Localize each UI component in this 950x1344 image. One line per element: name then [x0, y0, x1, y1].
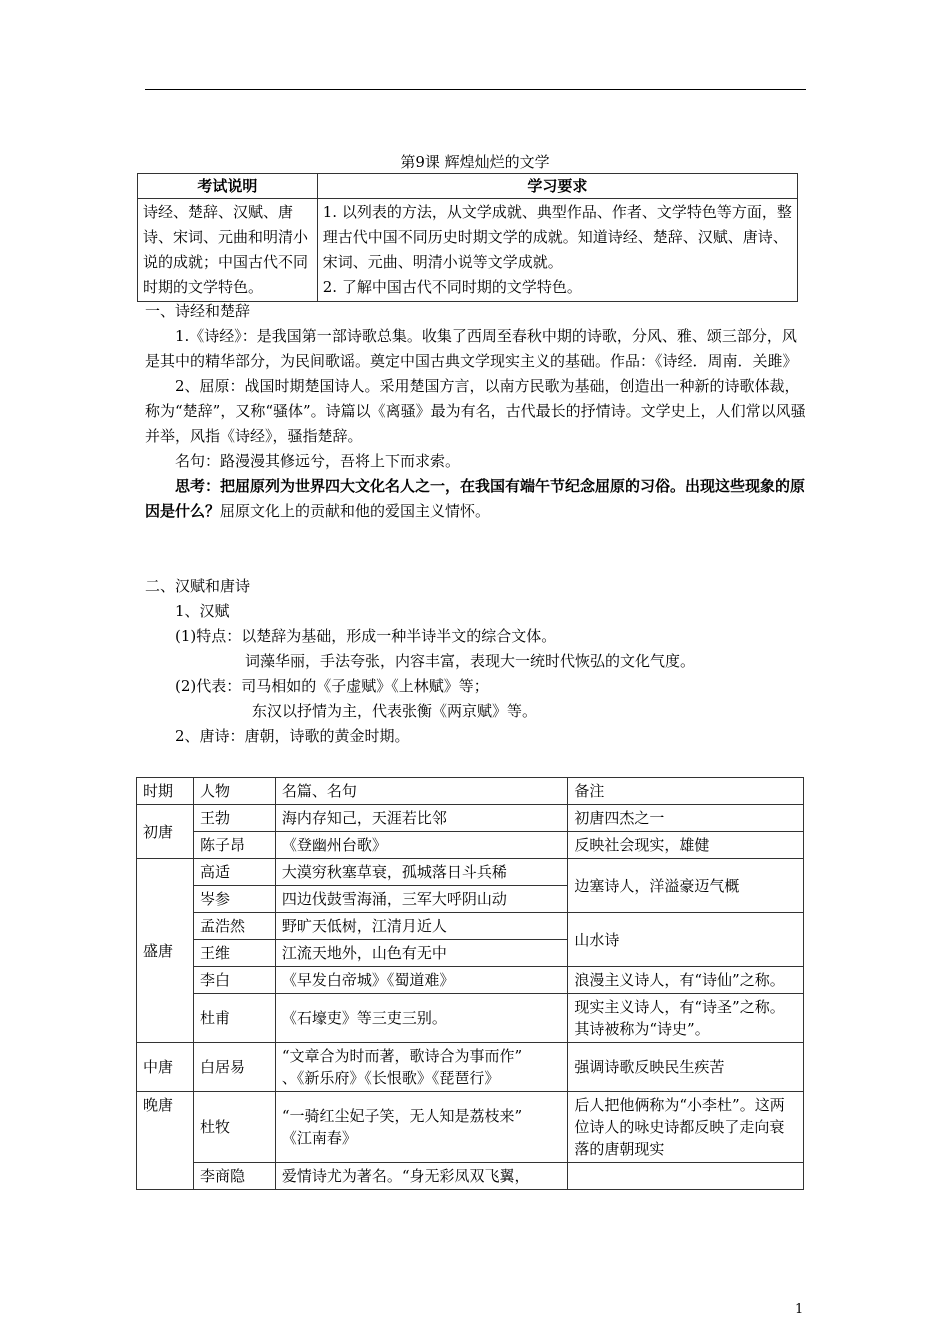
note-cell: 后人把他俩称为“小李杜”。这两位诗人的咏史诗都反映了走向衰落的唐朝现实	[568, 1092, 804, 1163]
note-cell: 反映社会现实，雄健	[568, 832, 804, 859]
learning-item-1: 1. 以列表的方法，从文学成就、典型作品、作者、文学特色等方面，整理古代中国不同历史时期文学的成就。知道诗经、楚辞、汉赋、唐诗、宋词、元曲、明清小说等文学成就。	[322, 203, 792, 271]
work-cell: 海内存知己，天涯若比邻	[275, 805, 568, 832]
table-row	[137, 859, 804, 886]
person-cell: 陈子昂	[193, 832, 275, 859]
table-row	[137, 967, 804, 994]
note-cell	[568, 1163, 804, 1190]
page-number: 1	[795, 1302, 804, 1317]
note-cell: 初唐四杰之一	[568, 805, 804, 832]
table-row	[138, 199, 798, 302]
person-cell: 杜牧	[193, 1092, 275, 1163]
paragraph-quyuan: 2、屈原：战国时期楚国诗人。采用楚国方言，以南方民歌为基础，创造出一种新的诗歌体裁，称为“楚辞”，又称“骚体”。诗篇以《离骚》最为有名，古代最长的抒情诗。文学史上，人们常以风骚并举，风指《诗经》，骚指楚辞。	[145, 377, 806, 445]
learning-cell	[317, 199, 797, 302]
hanfu-feature: (1)特点：以楚辞为基础，形成一种半诗半文的综合文体。	[175, 627, 557, 645]
header-exam: 考试说明	[138, 174, 318, 199]
person-cell: 孟浩然	[193, 913, 275, 940]
person-cell: 白居易	[193, 1043, 275, 1092]
person-cell: 岑参	[193, 886, 275, 913]
work-cell: 《早发白帝城》《蜀道难》	[275, 967, 568, 994]
period-cell: 中唐	[137, 1043, 194, 1092]
work-quote: “文章合为时而著，歌诗合为事而作”	[281, 1047, 523, 1065]
work-cell: 野旷天低树，江清月近人	[275, 913, 568, 940]
table-header-row	[138, 174, 798, 199]
table-row	[137, 1163, 804, 1190]
section-2	[145, 574, 806, 749]
person-cell: 高适	[193, 859, 275, 886]
person-cell: 王勃	[193, 805, 275, 832]
col-header-person: 人物	[193, 778, 275, 805]
section-2-heading: 二、汉赋和唐诗	[145, 577, 251, 595]
note-cell: 强调诗歌反映民生疾苦	[568, 1043, 804, 1092]
work-cell: 江流天地外，山色有无中	[275, 940, 568, 967]
table-row	[137, 832, 804, 859]
section-1-heading: 一、诗经和楚辞	[145, 302, 251, 320]
note-cell: 浪漫主义诗人，有“诗仙”之称。	[568, 967, 804, 994]
person-cell: 王维	[193, 940, 275, 967]
table-row	[137, 1043, 804, 1092]
table-row	[137, 994, 804, 1043]
header-rule	[145, 89, 806, 90]
note-cell: 现实主义诗人，有“诗圣”之称。其诗被称为“诗史”。	[568, 994, 804, 1043]
paragraph-shijing: 1.《诗经》：是我国第一部诗歌总集。收集了西周至春秋中期的诗歌，分风、雅、颂三部分，风是其中的精华部分，为民间歌谣。奠定中国古典文学现实主义的基础。作品：《诗经．周南．关雎》	[145, 327, 798, 370]
col-header-period: 时期	[137, 778, 194, 805]
work-titles: 《江南春》	[281, 1129, 357, 1147]
paragraph-think	[145, 474, 806, 524]
think-question: 思考：把屈原列为世界四大文化名人之一，在我国有端午节纪念屈原的习俗。出现这些现象的原因是什么？	[145, 477, 806, 520]
table-row	[137, 805, 804, 832]
header-learning: 学习要求	[317, 174, 797, 199]
period-cell: 初唐	[137, 805, 194, 859]
note-cell: 山水诗	[568, 913, 804, 967]
paragraph-famous-line: 名句：路漫漫其修远兮，吾将上下而求索。	[175, 452, 461, 470]
work-quote: “一骑红尘妃子笑，无人知是荔枝来”	[281, 1107, 523, 1125]
person-cell: 李白	[193, 967, 275, 994]
exam-cell: 诗经、楚辞、汉赋、唐诗、宋词、元曲和明清小说的成就；中国古代不同时期的文学特色。	[138, 199, 318, 302]
think-answer: 屈原文化上的贡献和他的爱国主义情怀。	[220, 502, 491, 520]
work-cell: 《登幽州台歌》	[275, 832, 568, 859]
tangshi-heading: 2、唐诗：唐朝，诗歌的黄金时期。	[175, 727, 410, 745]
work-cell	[275, 1043, 568, 1092]
col-header-works: 名篇、名句	[275, 778, 568, 805]
person-cell: 杜甫	[193, 994, 275, 1043]
requirements-table	[137, 173, 798, 302]
hanfu-heading: 1、汉赋	[175, 602, 230, 620]
work-cell: 大漠穷秋塞草衰，孤城落日斗兵稀	[275, 859, 568, 886]
hanfu-representative: (2)代表：司马相如的《子虚赋》《上林赋》等；	[175, 677, 489, 695]
page-title: 第9课 辉煌灿烂的文学	[400, 153, 550, 171]
work-titles: 、《新乐府》《长恨歌》《琵琶行》	[281, 1069, 500, 1087]
hanfu-feature-detail: 词藻华丽，手法夸张，内容丰富，表现大一统时代恢弘的文化气度。	[245, 652, 696, 670]
note-cell: 边塞诗人，洋溢豪迈气概	[568, 859, 804, 913]
work-cell: 四边伐鼓雪海涌，三军大呼阴山动	[275, 886, 568, 913]
learning-item-2: 2. 了解中国古代不同时期的文学特色。	[322, 278, 582, 296]
table-row	[137, 1092, 804, 1163]
person-cell: 李商隐	[193, 1163, 275, 1190]
tang-poetry-table	[136, 777, 804, 1190]
work-cell: 爱情诗尤为著名。“身无彩凤双飞翼，	[275, 1163, 568, 1190]
work-cell: 《石壕吏》等三吏三别。	[275, 994, 568, 1043]
work-cell	[275, 1092, 568, 1163]
period-cell: 盛唐	[137, 859, 194, 1043]
period-cell: 晚唐	[137, 1092, 194, 1190]
section-1	[145, 299, 806, 524]
hanfu-representative-detail: 东汉以抒情为主，代表张衡《两京赋》等。	[252, 702, 538, 720]
table-row	[137, 913, 804, 940]
col-header-notes: 备注	[568, 778, 804, 805]
table-header-row	[137, 778, 804, 805]
